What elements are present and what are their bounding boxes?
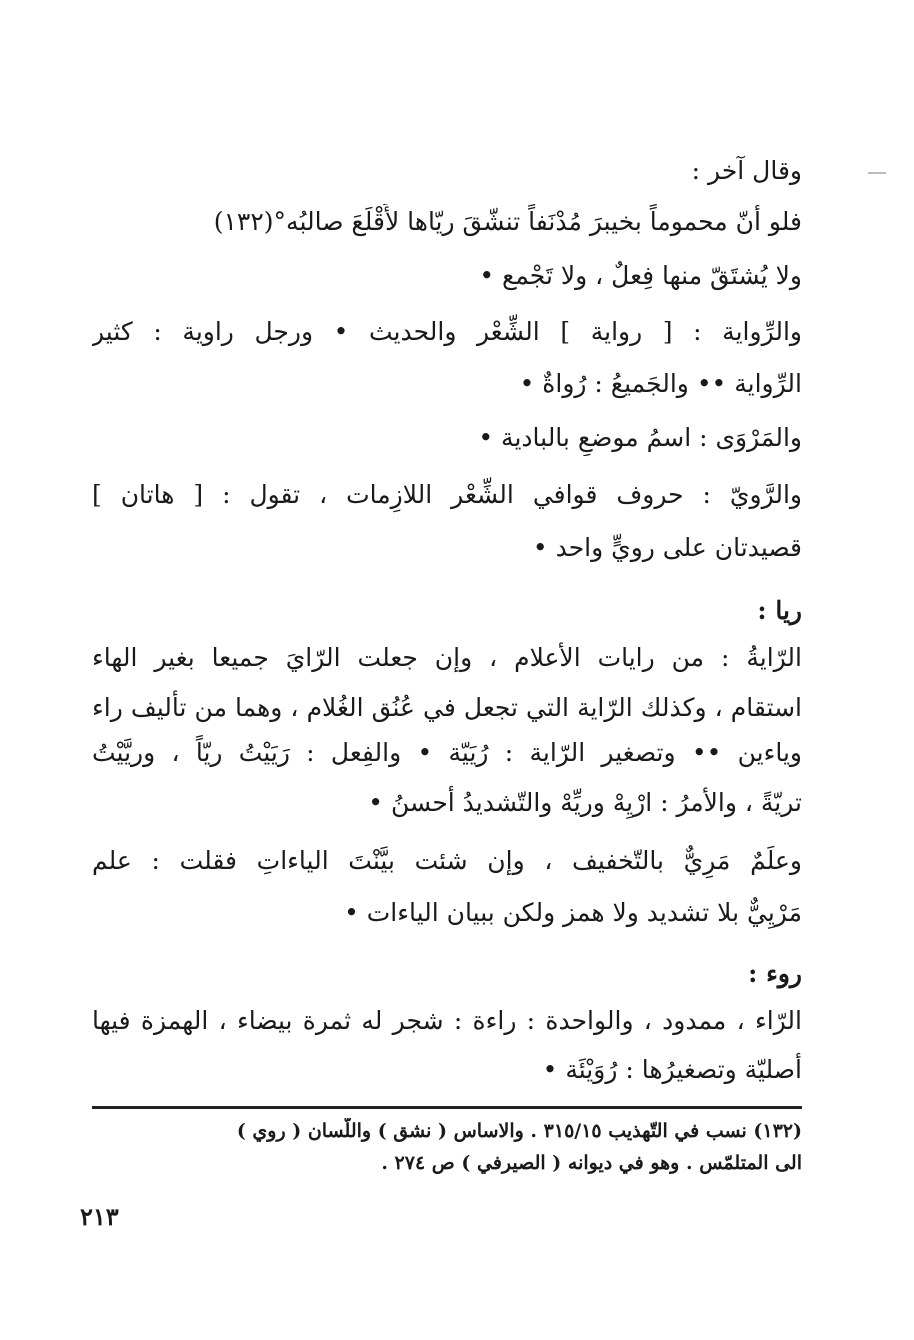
text-line: والرِّواية : [ رواية ] الشِّعْر والحديث • ورجل راوية : كثير <box>92 317 802 346</box>
text-line: الرِّواية •• والجَميعُ : رُواةٌ • <box>519 369 802 398</box>
text-line: استقام ، وكذلك الرّاية التي تجعل في عُنُق الغُلام ، وهما من تأليف راء <box>92 693 802 722</box>
text-line: تريّةً ، والأمرُ : ارْيِهْ وريِّهْ والتّشديدُ أحسنُ • <box>368 788 802 817</box>
text-line: والمَرْوَى : اسمُ موضعٍ بالبادية • <box>478 423 802 452</box>
entry-heading-rw: روء : <box>748 959 802 988</box>
footnote-line: (١٣٢) نسب في التّهذيب ٣١٥/١٥ . والاساس ( نشق ) واللّسان ( روي ) <box>236 1120 802 1142</box>
text-line-intro: وقال آخر : <box>691 156 802 185</box>
text-line: وياءين •• وتصغير الرّاية : رُيَيّة • والفِعل : رَيَيْتُ ريّاً ، وريَّيْتُ <box>92 738 802 767</box>
page-number: ٢١٣ <box>80 1202 119 1231</box>
text-line: قصيدتان على رويٍّ واحد • <box>532 533 802 562</box>
verse-line-1: فلو أنّ محموماً بخيبرَ مُدْنَفاً تنشّقَ ريّاها لأَقْلَعَ صالبُه°(١٣٢) <box>213 207 802 236</box>
text-line: وعلَمٌ مَرِيٌّ بالتّخفيف ، وإن شئت بيَّنْتَ الياءاتِ فقلت : علم <box>92 846 802 875</box>
margin-mark <box>868 172 886 174</box>
text-line: أصليّة وتصغيرُها : رُوَيْئَة • <box>542 1055 802 1084</box>
text-line: ولا يُشتَقّ منها فِعلٌ ، ولا تَجْمع • <box>479 261 802 290</box>
text-line: والرَّويّ : حروف قوافي الشِّعْر اللازِمات ، تقول : [ هاتان ] <box>92 480 802 509</box>
footnote-line: الى المتلمّس . وهو في ديوانه ( الصيرفي ) ص ٢٧٤ . <box>381 1152 802 1174</box>
footnote-divider <box>92 1106 802 1109</box>
text-line: مَرْيِيٌّ بلا تشديد ولا همز ولكن ببيان الياءات • <box>344 898 802 927</box>
entry-heading-rya: ريا : <box>757 596 802 625</box>
text-line: الرّايةُ : من رايات الأعلام ، وإن جعلت الرّايَ جميعا بغير الهاء <box>92 643 802 672</box>
text-line: الرّاء ، ممدود ، والواحدة : راءة : شجر له ثمرة بيضاء ، الهمزة فيها <box>92 1006 802 1035</box>
